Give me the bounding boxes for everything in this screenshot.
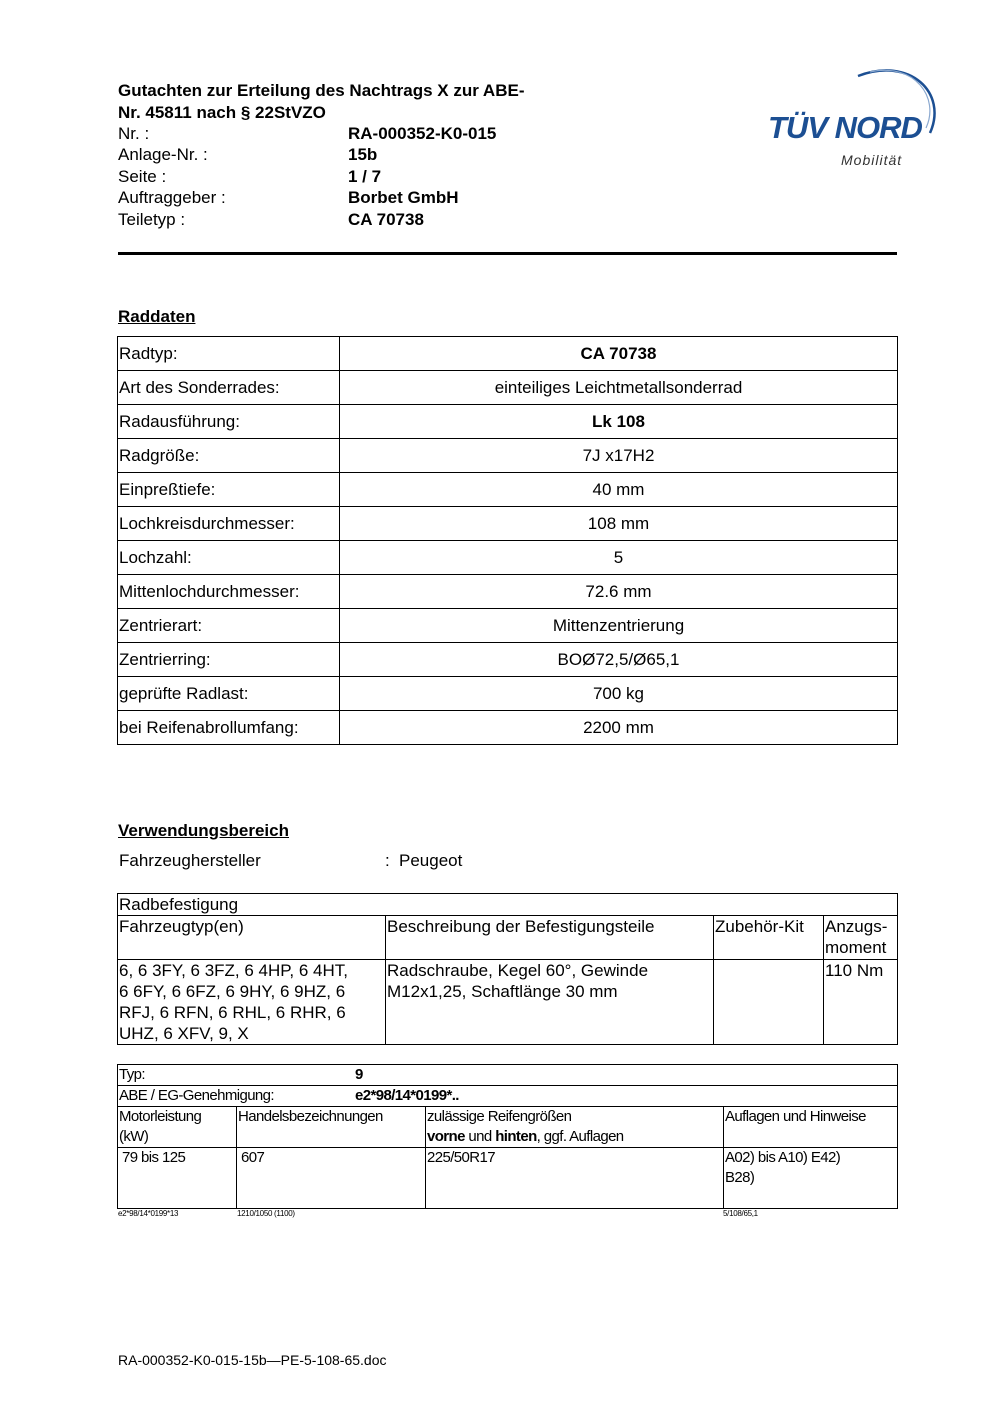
typ-table bbox=[117, 1064, 898, 1209]
table-row bbox=[118, 894, 898, 916]
abe-row bbox=[118, 1086, 898, 1107]
row-label: Einpreßtiefe: bbox=[118, 473, 340, 507]
meta-label: Seite : bbox=[118, 167, 167, 186]
motorleistung-cell bbox=[118, 1148, 237, 1209]
beschreibung-line: M12x1,25, Schaftlänge 30 mm bbox=[387, 982, 618, 1001]
logo-subtitle: Mobilität bbox=[841, 152, 903, 168]
handelsbezeichnung-value: 607 bbox=[241, 1149, 265, 1166]
header-fahrzeugtyp: Fahrzeugtyp(en) bbox=[118, 916, 386, 960]
fahrzeugtypen-line: RFJ, 6 RFN, 6 RHL, 6 RHR, 6 bbox=[119, 1003, 346, 1022]
table-row bbox=[118, 711, 898, 745]
header-motorleistung bbox=[118, 1107, 237, 1148]
fahrzeugtypen-line: 6 6FY, 6 6FZ, 6 9HY, 6 9HZ, 6 bbox=[119, 982, 346, 1001]
abe-value: e2*98/14*0199*.. bbox=[355, 1087, 459, 1104]
document-title-line-2: Nr. 45811 nach § 22StVZO bbox=[118, 103, 326, 122]
fahrzeugtypen-cell bbox=[118, 960, 386, 1045]
meta-value: 1 / 7 bbox=[348, 167, 382, 186]
meta-value: RA-000352-K0-015 bbox=[348, 124, 497, 143]
row-value: 2200 mm bbox=[340, 711, 898, 745]
document-title-line-1: Gutachten zur Erteilung des Nachtrags X zur ABE- bbox=[118, 81, 525, 100]
table-row bbox=[118, 1148, 898, 1209]
header-motor-line1: Motorleistung bbox=[119, 1108, 202, 1125]
row-value: 40 mm bbox=[340, 473, 898, 507]
zubehoer-kit-cell bbox=[714, 960, 824, 1045]
meta-label: Nr. : bbox=[118, 124, 150, 143]
table-row bbox=[118, 677, 898, 711]
header-und: und bbox=[464, 1128, 496, 1145]
typ-row bbox=[118, 1065, 898, 1086]
row-value: 5 bbox=[340, 541, 898, 575]
header-auflagen: Auflagen und Hinweise bbox=[724, 1107, 898, 1148]
header-anzugs-line1: Anzugs- bbox=[825, 917, 888, 936]
row-label: Zentrierart: bbox=[118, 609, 340, 643]
row-value: Lk 108 bbox=[340, 405, 898, 439]
row-value: 72.6 mm bbox=[340, 575, 898, 609]
table-row bbox=[118, 371, 898, 405]
table-row bbox=[118, 337, 898, 371]
logo-brand: TÜV NORD bbox=[768, 110, 922, 145]
header-anzugsmoment bbox=[824, 916, 898, 960]
row-label: Zentrierring: bbox=[118, 643, 340, 677]
meta-label: Teiletyp : bbox=[118, 210, 186, 229]
row-label: Lochkreisdurchmesser: bbox=[118, 507, 340, 541]
auflagen-line2: B28) bbox=[725, 1169, 755, 1186]
header-reifengroessen bbox=[426, 1107, 724, 1148]
typ-value: 9 bbox=[355, 1066, 363, 1083]
header-beschreibung: Beschreibung der Befestigungsteile bbox=[386, 916, 714, 960]
footnote-pattern: 5/108/65,1 bbox=[723, 1209, 758, 1218]
row-label: Lochzahl: bbox=[118, 541, 340, 575]
row-label: Mittenlochdurchmesser: bbox=[118, 575, 340, 609]
fahrzeughersteller-colon: : bbox=[385, 851, 390, 870]
row-value: 108 mm bbox=[340, 507, 898, 541]
table-row bbox=[118, 439, 898, 473]
header-hinten: hinten bbox=[495, 1128, 537, 1145]
footnote-weights: 1210/1050 (1100) bbox=[237, 1209, 295, 1218]
typ-label: Typ: bbox=[119, 1066, 145, 1083]
tuv-nord-logo bbox=[760, 58, 945, 173]
document-filename: RA-000352-K0-015-15b—PE-5-108-65.doc bbox=[118, 1352, 387, 1368]
row-label: Radausführung: bbox=[118, 405, 340, 439]
row-value: 7J x17H2 bbox=[340, 439, 898, 473]
row-value: einteiliges Leichtmetallsonderrad bbox=[340, 371, 898, 405]
header-zubehoer-kit: Zubehör-Kit bbox=[714, 916, 824, 960]
auflagen-line1: A02) bis A10) E42) bbox=[725, 1149, 841, 1166]
row-label: geprüfte Radlast: bbox=[118, 677, 340, 711]
header-reifen-rest: , ggf. Auflagen bbox=[536, 1128, 624, 1145]
reifengroesse-cell: 225/50R17 bbox=[426, 1148, 724, 1209]
meta-value: 15b bbox=[348, 145, 378, 164]
fahrzeugtypen-line: 6, 6 3FY, 6 3FZ, 6 4HP, 6 4HT, bbox=[119, 961, 348, 980]
table-header-row bbox=[118, 916, 898, 960]
header-reifen-line2 bbox=[427, 1127, 722, 1147]
fahrzeughersteller-label: Fahrzeughersteller bbox=[119, 851, 261, 870]
beschreibung-cell bbox=[386, 960, 714, 1045]
radbefestigung-table bbox=[117, 893, 898, 1045]
header-handelsbezeichnungen: Handelsbezeichnungen bbox=[237, 1107, 426, 1148]
meta-label: Anlage-Nr. : bbox=[118, 145, 208, 164]
header-divider bbox=[118, 252, 897, 255]
table-row bbox=[118, 575, 898, 609]
row-label: bei Reifenabrollumfang: bbox=[118, 711, 340, 745]
table-row bbox=[118, 609, 898, 643]
raddaten-table bbox=[117, 336, 898, 745]
fahrzeughersteller-value: Peugeot bbox=[399, 851, 463, 870]
row-label: Radgröße: bbox=[118, 439, 340, 473]
table-row bbox=[118, 643, 898, 677]
auflagen-cell bbox=[724, 1148, 898, 1209]
verwendungsbereich-heading: Verwendungsbereich bbox=[118, 821, 289, 840]
handelsbezeichnung-cell bbox=[237, 1148, 426, 1209]
row-value: Mittenzentrierung bbox=[340, 609, 898, 643]
header-anzugs-line2: moment bbox=[825, 938, 887, 957]
abe-label: ABE / EG-Genehmigung: bbox=[119, 1087, 274, 1104]
row-value: BOØ72,5/Ø65,1 bbox=[340, 643, 898, 677]
meta-value: CA 70738 bbox=[348, 210, 424, 229]
row-label: Radtyp: bbox=[118, 337, 340, 371]
table-row bbox=[118, 960, 898, 1045]
header-motor-line2: (kW) bbox=[119, 1128, 149, 1145]
footnote-approval: e2*98/14*0199*13 bbox=[118, 1209, 179, 1218]
meta-label: Auftraggeber : bbox=[118, 188, 226, 207]
table-row bbox=[118, 405, 898, 439]
radbefestigung-title: Radbefestigung bbox=[118, 894, 898, 916]
table-row bbox=[118, 507, 898, 541]
header-vorne: vorne bbox=[427, 1128, 465, 1145]
meta-value: Borbet GmbH bbox=[348, 188, 459, 207]
motorleistung-value: 79 bis 125 bbox=[122, 1149, 186, 1166]
table-header-row bbox=[118, 1107, 898, 1148]
row-label: Art des Sonderrades: bbox=[118, 371, 340, 405]
beschreibung-line: Radschraube, Kegel 60°, Gewinde bbox=[387, 961, 649, 980]
anzugsmoment-cell: 110 Nm bbox=[824, 960, 898, 1045]
row-value: 700 kg bbox=[340, 677, 898, 711]
table-row bbox=[118, 473, 898, 507]
row-value: CA 70738 bbox=[340, 337, 898, 371]
header-reifen-line1: zulässige Reifengrößen bbox=[427, 1108, 572, 1125]
table-row bbox=[118, 541, 898, 575]
raddaten-heading: Raddaten bbox=[118, 307, 196, 326]
fahrzeugtypen-line: UHZ, 6 XFV, 9, X bbox=[119, 1024, 249, 1043]
